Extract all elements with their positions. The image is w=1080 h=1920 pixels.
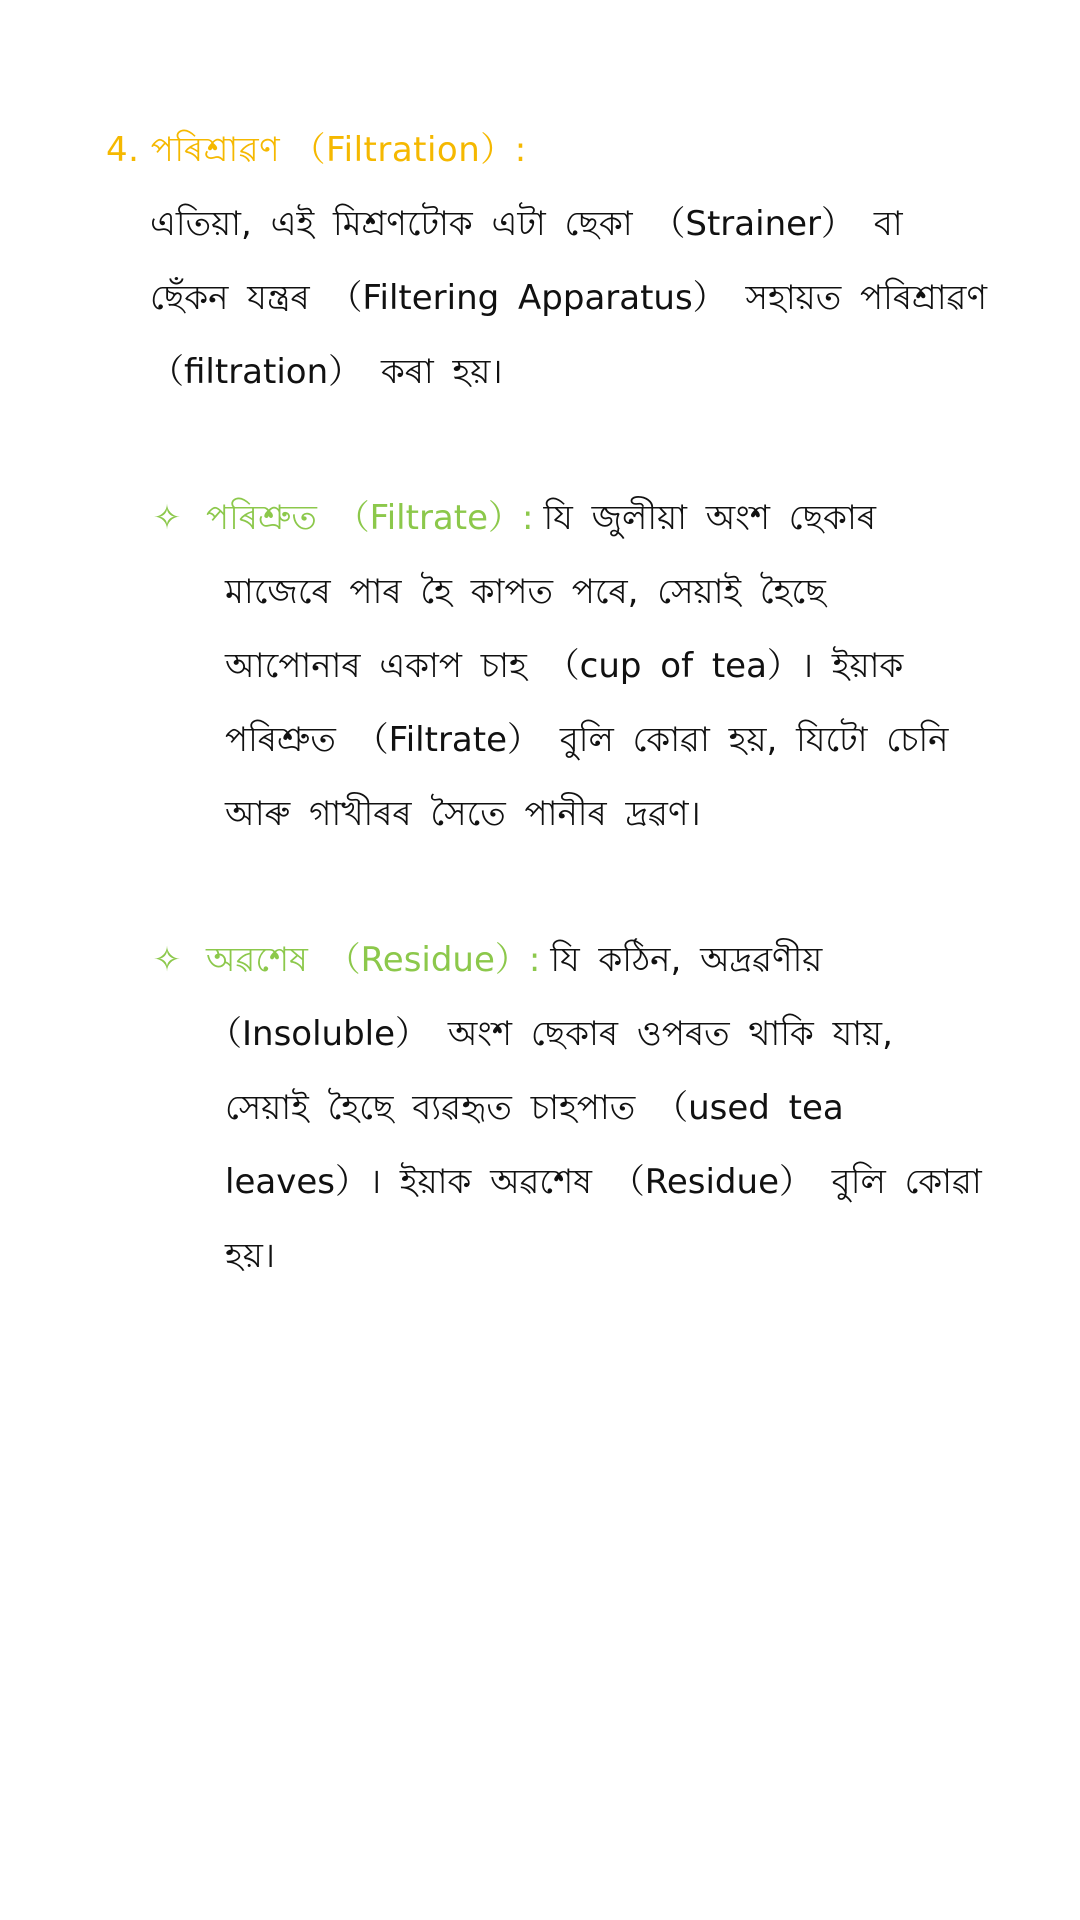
bullet-residue-line: leaves）। ইয়াক অৱশেষ （Residue） বুলি কোৱা <box>225 1162 982 1202</box>
bullet-filtrate-label: পৰিশ্ৰুত （Filtrate）: <box>206 498 534 538</box>
bullet-filtrate-line: পৰিশ্ৰুত （Filtrate） বুলি কোৱা হয়, যিটো চেনি <box>225 720 949 760</box>
paragraph-line: এতিয়া, এই মিশ্ৰণটোক এটা ছেকা （Strainer） বা <box>150 204 903 244</box>
bullet-filtrate-line: আপোনাৰ একাপ চাহ （cup of tea）। ইয়াক <box>225 646 904 686</box>
diamond-outline-icon: ✧ <box>152 940 182 980</box>
paragraph-line: （filtration） কৰা হয়। <box>150 352 503 392</box>
bullet-residue-line: সেয়াই হৈছে ব্যৱহৃত চাহপাত （used tea <box>225 1088 844 1128</box>
diamond-outline-icon: ✧ <box>152 498 182 538</box>
paragraph-line: ছেঁকন যন্ত্ৰৰ （Filtering Apparatus） সহায়ত পৰিশ্ৰাৱণ <box>150 278 988 318</box>
bullet-filtrate-line: মাজেৰে পাৰ হৈ কাপত পৰে, সেয়াই হৈছে <box>225 572 826 612</box>
bullet-filtrate-head <box>150 494 876 542</box>
bullet-filtrate-line: আৰু গাখীৰৰ সৈতে পানীৰ দ্ৰৱণ। <box>225 794 701 834</box>
bullet-residue-line: হয়। <box>225 1236 276 1276</box>
bullet-filtrate-first-line: যি জুলীয়া অংশ ছেকাৰ <box>543 498 876 538</box>
bullet-residue-first-line: যি কঠিন, অদ্ৰৱণীয় <box>550 940 823 980</box>
section-heading: 4. পৰিশ্ৰাৱণ （Filtration）: <box>106 130 527 170</box>
bullet-residue-head <box>150 936 822 984</box>
bullet-residue-line: （Insoluble） অংশ ছেকাৰ ওপৰত থাকি যায়, <box>208 1014 893 1054</box>
bullet-residue-label: অৱশেষ （Residue）: <box>206 940 541 980</box>
